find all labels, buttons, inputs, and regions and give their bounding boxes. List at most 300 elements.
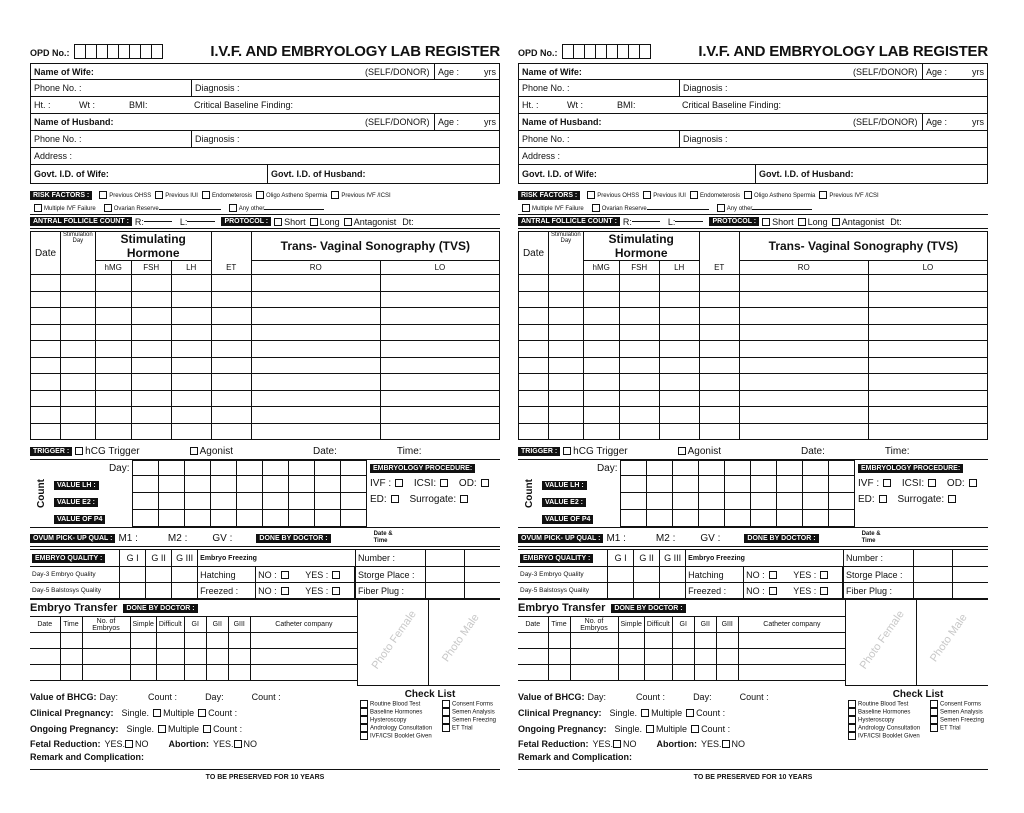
surrogate-checkbox[interactable]	[460, 495, 468, 503]
abortion-no-label: NO	[243, 738, 258, 749]
count-cell[interactable]	[184, 461, 210, 476]
bhcg-count-2[interactable]: Count :	[251, 692, 281, 702]
count-cell[interactable]	[340, 476, 366, 493]
count-cell[interactable]	[314, 476, 340, 493]
bhcg-value-label: Value of BHCG:	[518, 692, 585, 702]
abortion-yes-checkbox[interactable]	[722, 740, 730, 748]
risk-checkbox[interactable]	[690, 191, 698, 199]
husband-age-label[interactable]: Age :	[926, 117, 948, 127]
table-row[interactable]	[519, 324, 988, 341]
count-cell[interactable]	[158, 476, 184, 493]
trigger-time[interactable]: Time:	[396, 445, 422, 457]
protocol-long-checkbox[interactable]	[310, 218, 318, 226]
risk-checkbox[interactable]	[104, 204, 112, 212]
clinical-single-checkbox[interactable]	[641, 709, 649, 717]
checklist-checkbox[interactable]	[848, 732, 856, 740]
table-row[interactable]	[30, 633, 357, 649]
husband-name-field[interactable]: Name of Husband:	[34, 117, 114, 127]
husband-diagnosis-field[interactable]: Diagnosis :	[679, 131, 987, 147]
protocol-short-checkbox[interactable]	[762, 218, 770, 226]
count-cell[interactable]	[802, 476, 828, 493]
count-cell[interactable]	[620, 476, 646, 493]
husband-self-donor[interactable]: (SELF/DONOR)	[853, 117, 918, 127]
count-cell[interactable]	[776, 493, 802, 510]
checklist-checkbox[interactable]	[930, 700, 938, 708]
table-row[interactable]	[519, 308, 988, 325]
bhcg-count-2[interactable]: Count :	[739, 692, 769, 702]
remark-complication-label[interactable]: Remark and Complication:	[30, 751, 145, 762]
count-cell[interactable]	[802, 493, 828, 510]
husband-name-field[interactable]: Name of Husband:	[522, 117, 602, 127]
remark-complication-label[interactable]: Remark and Complication:	[518, 751, 633, 762]
count-cell[interactable]	[620, 493, 646, 510]
table-row[interactable]	[519, 423, 988, 440]
trigger-label: TRIGGER :	[30, 447, 72, 456]
checklist-checkbox[interactable]	[360, 700, 368, 708]
count-cell[interactable]	[210, 493, 236, 510]
count-cell[interactable]	[262, 493, 288, 510]
govt-id-husband-field[interactable]: Govt. I.D. of Husband:	[755, 165, 987, 183]
count-cell[interactable]	[314, 461, 340, 476]
hcg-trigger-checkbox[interactable]	[75, 447, 83, 455]
risk-checkbox[interactable]	[717, 204, 725, 212]
table-row[interactable]	[519, 275, 988, 292]
agonist-label: Agonist	[199, 445, 233, 457]
freeze-number-field[interactable]: Number :	[356, 550, 426, 567]
risk-checkbox[interactable]	[202, 191, 210, 199]
bhcg-day-2[interactable]: Day:	[205, 692, 224, 702]
count-cell[interactable]	[262, 461, 288, 476]
table-row[interactable]	[519, 374, 988, 391]
clinical-count[interactable]: Count :	[696, 708, 726, 718]
husband-age-label[interactable]: Age :	[438, 117, 460, 127]
ongoing-multiple-checkbox[interactable]	[691, 725, 699, 733]
clinical-multiple-checkbox[interactable]	[198, 709, 206, 717]
husband-phone-field[interactable]: Phone No. :	[34, 134, 82, 144]
table-row[interactable]	[518, 633, 845, 649]
husband-diagnosis-field[interactable]: Diagnosis :	[191, 131, 499, 147]
antral-l[interactable]: L:	[179, 216, 188, 227]
checklist-checkbox[interactable]	[360, 716, 368, 724]
height-field[interactable]: Ht. :	[522, 100, 539, 110]
table-row[interactable]	[519, 291, 988, 308]
protocol-long-checkbox[interactable]	[798, 218, 806, 226]
wife-phone-field[interactable]: Phone No. :	[522, 83, 570, 93]
count-cell[interactable]	[132, 510, 158, 527]
ed-checkbox[interactable]	[879, 495, 887, 503]
count-cell[interactable]	[340, 493, 366, 510]
ongoing-single-checkbox[interactable]	[158, 725, 166, 733]
risk-checkbox[interactable]	[643, 191, 651, 199]
ivf-checkbox[interactable]	[395, 479, 403, 487]
wife-phone-field[interactable]: Phone No. :	[34, 83, 82, 93]
trigger-date[interactable]: Date:	[313, 445, 337, 457]
checklist-checkbox[interactable]	[360, 724, 368, 732]
transfer-col-header: GII	[694, 617, 716, 633]
govt-id-wife-field[interactable]: Govt. I.D. of Wife:	[522, 169, 597, 179]
g2-header: G II	[146, 550, 172, 567]
checklist-item: Andrology Consultation	[370, 725, 433, 732]
count-cell[interactable]	[210, 510, 236, 527]
risk-item-label: Ovarian Reserve	[601, 205, 647, 212]
count-cell[interactable]	[288, 493, 314, 510]
count-cell[interactable]	[132, 493, 158, 510]
count-cell[interactable]	[646, 476, 672, 493]
ongoing-count[interactable]: Count :	[701, 724, 731, 734]
count-cell[interactable]	[340, 510, 366, 527]
count-cell[interactable]	[646, 510, 672, 527]
count-cell[interactable]	[646, 461, 672, 476]
risk-checkbox[interactable]	[229, 204, 237, 212]
table-row[interactable]	[518, 649, 845, 665]
hatching-no-checkbox[interactable]	[281, 571, 289, 579]
checklist-checkbox[interactable]	[442, 700, 450, 708]
freezed-yes: YES :	[305, 585, 329, 596]
surrogate-checkbox[interactable]	[948, 495, 956, 503]
wife-diagnosis-field[interactable]: Diagnosis :	[191, 80, 499, 96]
transfer-col-header: Time	[60, 617, 82, 633]
value-e2-label: VALUE E2 :	[542, 498, 586, 507]
risk-checkbox[interactable]	[99, 191, 107, 199]
opd-number-boxes[interactable]	[562, 44, 651, 59]
stim-day-header: Stimulation Day	[61, 232, 96, 275]
abortion-yes-label: YES.	[701, 738, 722, 749]
count-cell[interactable]	[314, 510, 340, 527]
count-cell[interactable]	[236, 510, 262, 527]
value-e2-label: VALUE E2 :	[54, 498, 98, 507]
table-row[interactable]	[519, 341, 988, 358]
clinical-single-checkbox[interactable]	[153, 709, 161, 717]
husband-self-donor[interactable]: (SELF/DONOR)	[365, 117, 430, 127]
checklist-checkbox[interactable]	[360, 708, 368, 716]
count-cell[interactable]	[288, 476, 314, 493]
wife-age-label[interactable]: Age :	[926, 66, 948, 77]
count-cell[interactable]	[724, 493, 750, 510]
checklist-checkbox[interactable]	[930, 724, 938, 732]
count-cell[interactable]	[776, 476, 802, 493]
protocol-date-label[interactable]: Dt:	[402, 216, 414, 227]
count-cell[interactable]	[236, 493, 262, 510]
gv-field[interactable]: GV :	[212, 532, 233, 544]
ongoing-multiple-label: Multiple	[656, 724, 688, 734]
bhcg-day-2[interactable]: Day:	[693, 692, 712, 702]
table-row[interactable]	[31, 324, 500, 341]
govt-id-wife-field[interactable]: Govt. I.D. of Wife:	[34, 169, 109, 179]
photo-area[interactable]	[845, 600, 988, 686]
embryo-quality-label: EMBRYO QUALITY :	[32, 554, 105, 563]
count-cell[interactable]	[184, 493, 210, 510]
storage-place-field[interactable]: Storge Place :	[356, 567, 426, 583]
od-checkbox[interactable]	[481, 479, 489, 487]
freezed-no: NO :	[746, 585, 765, 596]
count-cell[interactable]	[314, 493, 340, 510]
count-cell[interactable]	[828, 476, 854, 493]
ongoing-multiple-checkbox[interactable]	[203, 725, 211, 733]
risk-checkbox[interactable]	[155, 191, 163, 199]
m2-field[interactable]: M2 :	[167, 532, 188, 544]
count-cell[interactable]	[724, 510, 750, 527]
antral-l[interactable]: L:	[667, 216, 676, 227]
count-cell[interactable]	[828, 493, 854, 510]
table-row[interactable]	[519, 390, 988, 407]
checklist-item: ET Trial	[940, 725, 961, 732]
ovum-pickup-label: OVUM PICK- UP QUAL :	[30, 534, 115, 543]
checklist-item: Baseline Hormones	[370, 709, 423, 716]
count-cell[interactable]	[210, 476, 236, 493]
wife-diagnosis-field[interactable]: Diagnosis :	[679, 80, 987, 96]
clinical-multiple-checkbox[interactable]	[686, 709, 694, 717]
table-row[interactable]	[31, 390, 500, 407]
checklist-checkbox[interactable]	[848, 708, 856, 716]
count-cell[interactable]	[646, 493, 672, 510]
fiber-plug-field[interactable]: Fiber Plug :	[844, 583, 914, 599]
ovum-date-time[interactable]: Date & Time	[373, 531, 393, 544]
count-cell[interactable]	[750, 476, 776, 493]
checklist-item: Routine Blood Test	[370, 701, 421, 708]
count-cell[interactable]	[340, 461, 366, 476]
m1-field[interactable]: M1 :	[606, 532, 626, 544]
critical-finding-field[interactable]: Critical Baseline Finding:	[194, 100, 294, 110]
fetal-yes-checkbox[interactable]	[125, 740, 133, 748]
m1-field[interactable]: M1 :	[118, 532, 138, 544]
icsi-checkbox[interactable]	[928, 479, 936, 487]
bhcg-day-1[interactable]: Day:	[587, 692, 607, 702]
hatching-yes-checkbox[interactable]	[820, 571, 828, 579]
count-cell[interactable]	[828, 510, 854, 527]
hatching-no-checkbox[interactable]	[769, 571, 777, 579]
checklist-checkbox[interactable]	[930, 708, 938, 716]
count-cell[interactable]	[828, 461, 854, 476]
protocol-short-label: Short	[284, 216, 306, 227]
embryo-transfer-title: Embryo Transfer	[30, 602, 118, 614]
address-field[interactable]: Address :	[522, 151, 561, 161]
risk-factors-row-2	[518, 202, 988, 215]
count-cell[interactable]	[262, 510, 288, 527]
count-cell[interactable]	[158, 493, 184, 510]
ongoing-count[interactable]: Count :	[213, 724, 243, 734]
hatching-label: Hatching	[198, 567, 256, 583]
count-cell[interactable]	[236, 461, 262, 476]
table-row[interactable]	[31, 308, 500, 325]
protocol-long-label: Long	[319, 216, 340, 227]
risk-checkbox[interactable]	[34, 204, 42, 212]
wife-name-field[interactable]: Name of Wife:	[34, 66, 94, 77]
checklist-checkbox[interactable]	[442, 708, 450, 716]
count-cell[interactable]	[236, 476, 262, 493]
trigger-time[interactable]: Time:	[884, 445, 910, 457]
count-cell[interactable]	[210, 461, 236, 476]
checklist-checkbox[interactable]	[848, 700, 856, 708]
register-form-left	[30, 38, 500, 781]
count-cell[interactable]	[724, 461, 750, 476]
hcg-trigger-checkbox[interactable]	[563, 447, 571, 455]
embryology-procedure-label: EMBRYOLOGY PROCEDURE:	[858, 464, 963, 473]
embryo-transfer-section	[30, 599, 500, 686]
hatching-yes-checkbox[interactable]	[332, 571, 340, 579]
address-field[interactable]: Address :	[34, 151, 73, 161]
table-row[interactable]	[31, 275, 500, 292]
freezed-no-checkbox[interactable]	[281, 587, 289, 595]
count-cell[interactable]	[288, 461, 314, 476]
od-checkbox[interactable]	[969, 479, 977, 487]
checklist-checkbox[interactable]	[848, 724, 856, 732]
count-cell[interactable]	[776, 510, 802, 527]
freezed-yes-checkbox[interactable]	[332, 587, 340, 595]
count-cell[interactable]	[698, 510, 724, 527]
ongoing-single-checkbox[interactable]	[646, 725, 654, 733]
risk-checkbox[interactable]	[522, 204, 530, 212]
protocol-date-label[interactable]: Dt:	[890, 216, 902, 227]
checklist-checkbox[interactable]	[442, 716, 450, 724]
count-cell[interactable]	[724, 476, 750, 493]
count-cell[interactable]	[262, 476, 288, 493]
fiber-plug-field[interactable]: Fiber Plug :	[356, 583, 426, 599]
risk-item-label: Ovarian Reserve	[113, 205, 159, 212]
table-row[interactable]	[31, 407, 500, 424]
protocol-short-checkbox[interactable]	[274, 218, 282, 226]
govt-id-husband-field[interactable]: Govt. I.D. of Husband:	[267, 165, 499, 183]
count-cell[interactable]	[620, 461, 646, 476]
risk-checkbox[interactable]	[744, 191, 752, 199]
checklist-checkbox[interactable]	[360, 732, 368, 740]
storage-place-field[interactable]: Storge Place :	[844, 567, 914, 583]
count-cell[interactable]	[750, 493, 776, 510]
count-cell[interactable]	[672, 461, 698, 476]
protocol-antagonist-label: Antagonist	[353, 216, 397, 227]
hatching-label: Hatching	[686, 567, 744, 583]
risk-checkbox[interactable]	[819, 191, 827, 199]
value-p4-label: VALUE OF P4	[54, 515, 105, 524]
count-cell[interactable]	[776, 461, 802, 476]
count-cell[interactable]	[132, 476, 158, 493]
table-row[interactable]	[31, 423, 500, 440]
bhcg-day-1[interactable]: Day:	[99, 692, 119, 702]
clinical-count[interactable]: Count :	[208, 708, 238, 718]
gv-field[interactable]: GV :	[700, 532, 721, 544]
ovum-date-time[interactable]: Date & Time	[861, 531, 881, 544]
wife-name-field[interactable]: Name of Wife:	[522, 66, 582, 77]
trigger-date[interactable]: Date:	[801, 445, 825, 457]
photo-area[interactable]	[357, 600, 500, 686]
count-cell[interactable]	[184, 476, 210, 493]
count-cell[interactable]	[750, 461, 776, 476]
bhcg-count-1[interactable]: Count :	[636, 692, 666, 702]
freezed-no-checkbox[interactable]	[769, 587, 777, 595]
count-cell[interactable]	[802, 461, 828, 476]
agonist-checkbox[interactable]	[190, 447, 198, 455]
risk-checkbox[interactable]	[331, 191, 339, 199]
count-cell[interactable]	[288, 510, 314, 527]
ivf-checkbox[interactable]	[883, 479, 891, 487]
protocol-antagonist-checkbox[interactable]	[344, 218, 352, 226]
fetal-yes-checkbox[interactable]	[613, 740, 621, 748]
table-row[interactable]	[31, 374, 500, 391]
table-row[interactable]	[31, 357, 500, 374]
risk-item-label: Previous IVF /ICSI	[829, 192, 879, 199]
table-row[interactable]	[30, 665, 357, 681]
risk-checkbox[interactable]	[592, 204, 600, 212]
protocol-short-label: Short	[772, 216, 794, 227]
count-cell[interactable]	[672, 493, 698, 510]
bhcg-count-1[interactable]: Count :	[148, 692, 178, 702]
risk-factors-row	[30, 188, 500, 202]
count-cell[interactable]	[750, 510, 776, 527]
agonist-checkbox[interactable]	[678, 447, 686, 455]
table-row[interactable]	[519, 357, 988, 374]
ed-label: ED:	[858, 494, 875, 505]
abortion-yes-checkbox[interactable]	[234, 740, 242, 748]
husband-phone-field[interactable]: Phone No. :	[522, 134, 570, 144]
photo-female-placeholder: Photo Female	[857, 608, 907, 672]
count-cell[interactable]	[184, 510, 210, 527]
count-cell[interactable]	[132, 461, 158, 476]
weight-field[interactable]: Wt :	[567, 100, 583, 110]
count-section	[30, 459, 500, 528]
protocol-antagonist-checkbox[interactable]	[832, 218, 840, 226]
table-row[interactable]	[31, 291, 500, 308]
bmi-field[interactable]: BMI:	[617, 100, 636, 110]
table-row[interactable]	[31, 341, 500, 358]
count-cell[interactable]	[672, 510, 698, 527]
table-row[interactable]	[30, 649, 357, 665]
m2-field[interactable]: M2 :	[655, 532, 676, 544]
wife-self-donor[interactable]: (SELF/DONOR)	[853, 66, 918, 77]
checklist-checkbox[interactable]	[442, 724, 450, 732]
antral-r[interactable]: R:	[134, 216, 144, 227]
outcome-section	[30, 689, 500, 763]
bmi-field[interactable]: BMI:	[129, 100, 148, 110]
table-row[interactable]	[518, 665, 845, 681]
antral-protocol-row	[518, 215, 988, 229]
risk-item-label: Previous OHSS	[597, 192, 640, 199]
icsi-checkbox[interactable]	[440, 479, 448, 487]
trigger-row	[518, 443, 988, 459]
count-cell[interactable]	[802, 510, 828, 527]
count-cell[interactable]	[620, 510, 646, 527]
wife-self-donor[interactable]: (SELF/DONOR)	[365, 66, 430, 77]
risk-item-label: Previous IVF /ICSI	[341, 192, 391, 199]
ivf-label: IVF :	[858, 478, 880, 489]
critical-finding-field[interactable]: Critical Baseline Finding:	[682, 100, 782, 110]
opd-number-boxes[interactable]	[74, 44, 163, 59]
freeze-number-field[interactable]: Number :	[844, 550, 914, 567]
checklist-checkbox[interactable]	[930, 716, 938, 724]
table-row[interactable]	[519, 407, 988, 424]
transfer-col-header: Catheter company	[250, 617, 357, 633]
ed-checkbox[interactable]	[391, 495, 399, 503]
risk-checkbox[interactable]	[256, 191, 264, 199]
freezed-yes-checkbox[interactable]	[820, 587, 828, 595]
count-cell[interactable]	[158, 510, 184, 527]
antral-r[interactable]: R:	[622, 216, 632, 227]
hcg-trigger-label: hCG Trigger	[85, 445, 140, 457]
weight-field[interactable]: Wt :	[79, 100, 95, 110]
transfer-col-header: Time	[548, 617, 570, 633]
count-cell[interactable]	[158, 461, 184, 476]
count-cell[interactable]	[698, 476, 724, 493]
risk-factors-label: RISK FACTORS :	[518, 191, 580, 200]
height-field[interactable]: Ht. :	[34, 100, 51, 110]
wife-age-label[interactable]: Age :	[438, 66, 460, 77]
count-cell[interactable]	[698, 493, 724, 510]
checklist-checkbox[interactable]	[848, 716, 856, 724]
count-cell[interactable]	[698, 461, 724, 476]
risk-checkbox[interactable]	[587, 191, 595, 199]
count-cell[interactable]	[672, 476, 698, 493]
stimulation-table	[30, 231, 500, 440]
value-lh-label: VALUE LH :	[542, 481, 587, 490]
ongoing-multiple-label: Multiple	[168, 724, 200, 734]
